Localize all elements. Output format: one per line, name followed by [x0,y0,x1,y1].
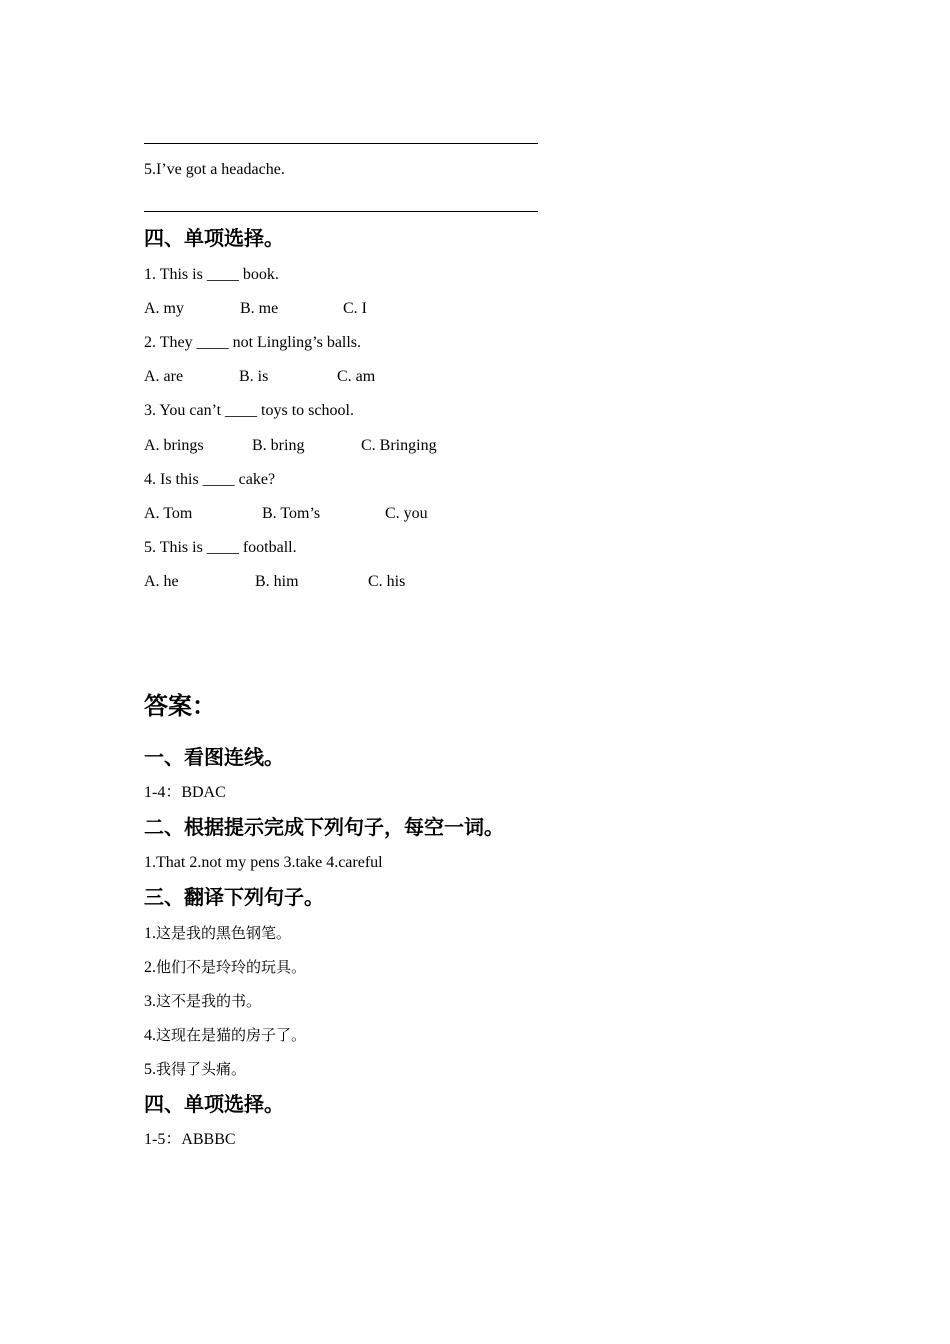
answer-blank-line [144,143,538,144]
answers-section2-heading: 二、根据提示完成下列句子，每空一词。 [144,815,504,839]
line-text: 他们不是玲玲的玩具。 [156,958,307,976]
option-2b: B. is [239,368,269,385]
option-2a: A. are [144,368,184,385]
answers-section3-heading: 三、翻译下列句子。 [144,885,324,909]
option-5c: C. his [368,573,406,590]
answers-section1-answer: 1-4：BDAC [144,784,226,801]
answers-section3-line-5 [144,1059,246,1080]
option-5a: A. he [144,573,179,590]
answers-section2-answer: 1.That 2.not my pens 3.take 4.careful [144,854,383,871]
line-number: 2. [144,959,156,976]
option-2c: C. am [337,368,376,385]
answers-title: 答案： [144,692,216,720]
option-3c: C. Bringing [361,437,437,454]
option-4b: B. Tom’s [262,505,321,522]
option-3b: B. bring [252,437,305,454]
line-number: 1. [144,925,156,942]
answers-section4-answer: 1-5：ABBBC [144,1131,236,1148]
line-number: 5. [144,1061,156,1078]
question-2: 2. They ____ not Lingling’s balls. [144,334,362,351]
answers-section3-line-2 [144,957,306,978]
answers-section3-line-3 [144,991,261,1012]
option-1b: B. me [240,300,279,317]
line-text: 这不是我的书。 [156,992,262,1010]
line-text: 我得了头痛。 [156,1060,247,1078]
answers-section1-heading: 一、看图连线。 [144,745,284,769]
option-5b: B. him [255,573,299,590]
question-4: 4. Is this ____ cake? [144,471,276,488]
option-1a: A. my [144,300,184,317]
section4-heading: 四、单项选择。 [144,226,284,250]
question-3: 3. You can’t ____ toys to school. [144,402,354,419]
option-1c: C. I [343,300,367,317]
line-text: 这现在是猫的房子了。 [156,1026,307,1044]
answers-section4-heading: 四、单项选择。 [144,1092,284,1116]
answers-section3-line-1 [144,923,291,944]
answer-blank-line [144,211,538,212]
question-5: 5. This is ____ football. [144,539,297,556]
line-number: 4. [144,1027,156,1044]
translation-sentence-5: 5.I’ve got a headache. [144,161,285,178]
option-4c: C. you [385,505,428,522]
line-text: 这是我的黑色钢笔。 [156,924,292,942]
option-4a: A. Tom [144,505,193,522]
line-number: 3. [144,993,156,1010]
answers-section3-line-4 [144,1025,306,1046]
option-3a: A. brings [144,437,204,454]
question-1: 1. This is ____ book. [144,266,279,283]
